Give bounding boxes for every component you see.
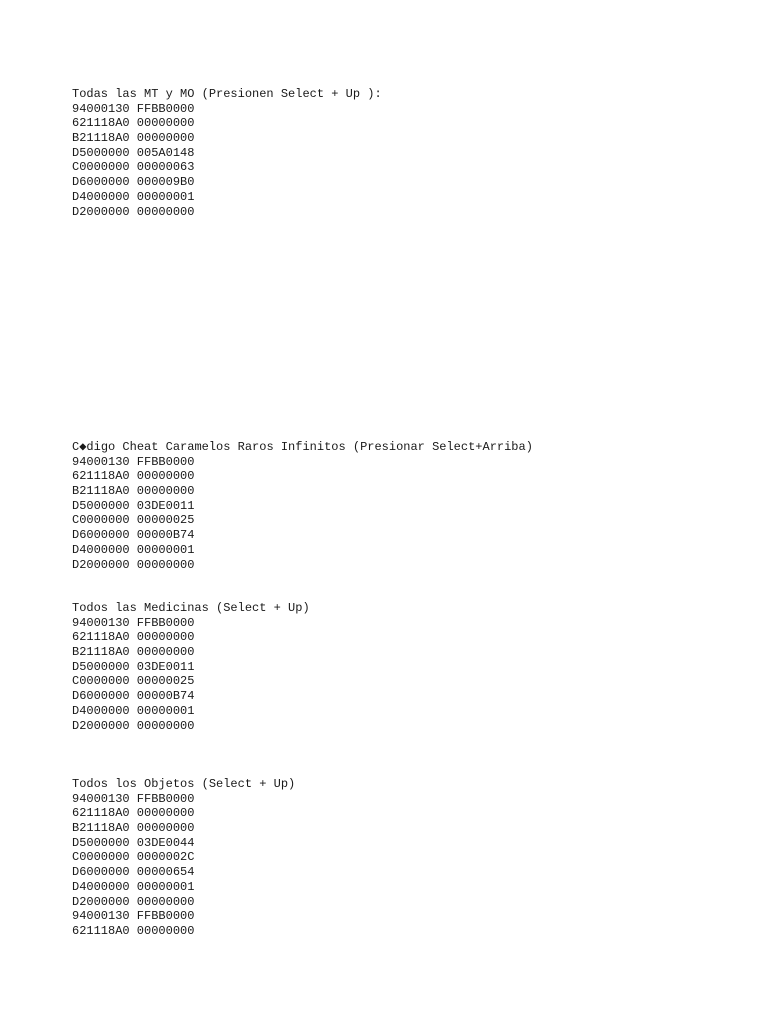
cheat-section-caramelos-raros xyxy=(72,440,533,572)
code-line: D4000000 00000001 xyxy=(72,542,195,557)
code-line: 621118A0 00000000 xyxy=(72,469,195,484)
code-line: 621118A0 00000000 xyxy=(72,116,195,131)
code-line: D4000000 00000001 xyxy=(72,703,195,718)
code-line: B21118A0 00000000 xyxy=(72,645,195,660)
cheat-section-medicinas xyxy=(72,601,310,733)
cheat-section-objetos xyxy=(72,777,295,939)
code-line: D6000000 000009B0 xyxy=(72,175,195,190)
cheat-section-mt-mo xyxy=(72,87,382,219)
code-line: D6000000 00000654 xyxy=(72,865,195,880)
code-line: D5000000 03DE0044 xyxy=(72,835,195,850)
code-line: D2000000 00000000 xyxy=(72,718,195,733)
code-line: B21118A0 00000000 xyxy=(72,821,195,836)
section-title: Todas las MT y MO (Presionen Select + Up ): xyxy=(72,87,382,101)
code-line: D4000000 00000001 xyxy=(72,189,195,204)
code-line: D4000000 00000001 xyxy=(72,879,195,894)
code-line: D6000000 00000B74 xyxy=(72,689,195,704)
code-line: D2000000 00000000 xyxy=(72,894,195,909)
code-line: C0000000 00000063 xyxy=(72,160,195,175)
section-title: Todos las Medicinas (Select + Up) xyxy=(72,601,310,615)
code-line: C0000000 00000025 xyxy=(72,674,195,689)
code-line: B21118A0 00000000 xyxy=(72,131,195,146)
section-title: Todos los Objetos (Select + Up) xyxy=(72,777,296,791)
code-line: D5000000 005A0148 xyxy=(72,145,195,160)
code-line: 94000130 FFBB0000 xyxy=(72,791,195,806)
code-line: D2000000 00000000 xyxy=(72,204,195,219)
code-line: C0000000 0000002C xyxy=(72,850,195,865)
code-line: D5000000 03DE0011 xyxy=(72,498,195,513)
code-line: C0000000 00000025 xyxy=(72,513,195,528)
code-line: 94000130 FFBB0000 xyxy=(72,101,195,116)
code-line: D2000000 00000000 xyxy=(72,557,195,572)
code-line: D5000000 03DE0011 xyxy=(72,659,195,674)
code-line: 621118A0 00000000 xyxy=(72,806,195,821)
code-line: B21118A0 00000000 xyxy=(72,484,195,499)
code-line: 621118A0 00000000 xyxy=(72,923,195,938)
code-line: 94000130 FFBB0000 xyxy=(72,615,195,630)
code-line: D6000000 00000B74 xyxy=(72,528,195,543)
code-line: 94000130 FFBB0000 xyxy=(72,909,195,924)
code-line: 94000130 FFBB0000 xyxy=(72,454,195,469)
section-title: C◆digo Cheat Caramelos Raros Infinitos (Presionar Select+Arriba) xyxy=(72,440,533,454)
code-line: 621118A0 00000000 xyxy=(72,630,195,645)
